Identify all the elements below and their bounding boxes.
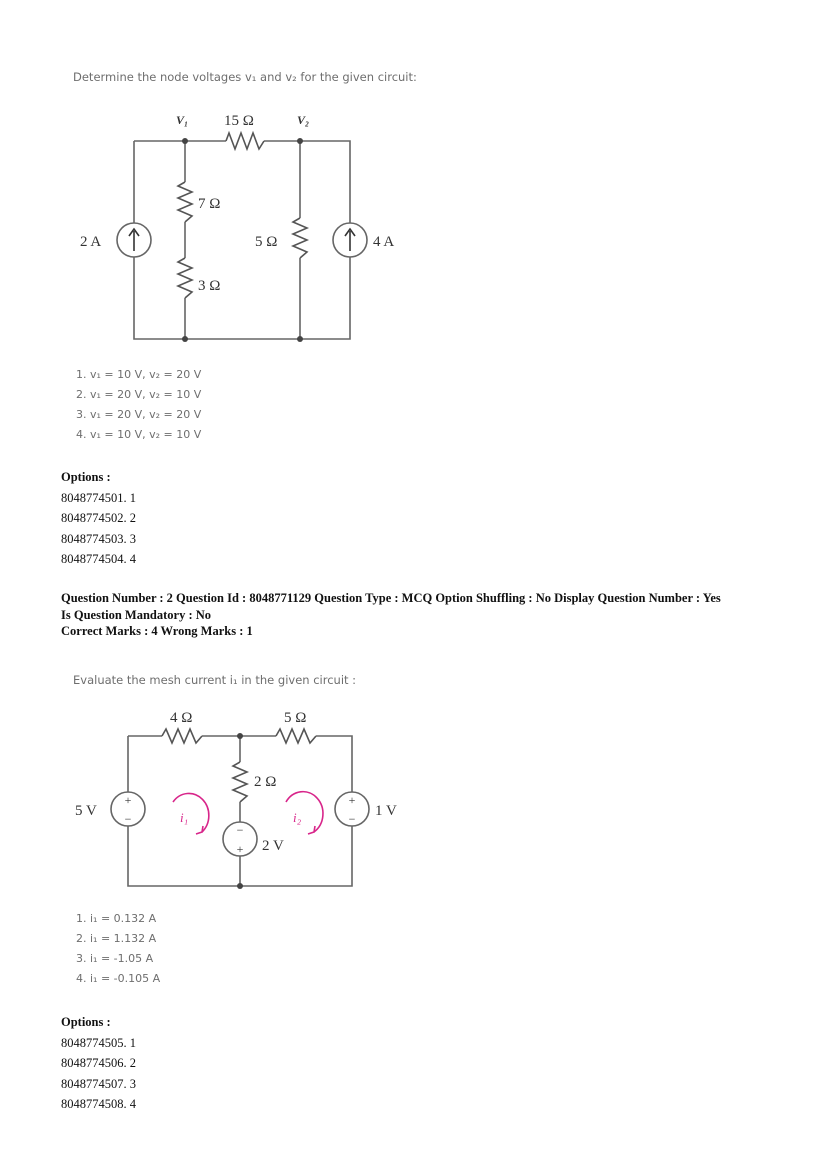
q2-meta-line: Question Number : 2 Question Id : 8048771129 Question Type : MCQ Option Shuffling : No Display Question Number : Yes bbox=[61, 591, 721, 605]
resistor-5 bbox=[276, 729, 316, 743]
plus-sign: + bbox=[348, 793, 356, 807]
label-r5: 5 Ω bbox=[255, 234, 278, 250]
mesh-arrow-2 bbox=[286, 792, 323, 832]
q2-prompt: Evaluate the mesh current i₁ in the given circuit : bbox=[73, 673, 357, 687]
label-r2: 2 Ω bbox=[254, 774, 277, 790]
node-bottom-left bbox=[182, 336, 188, 342]
option-item[interactable]: 8048774506. 2 bbox=[61, 1056, 136, 1070]
option-item[interactable]: 8048774501. 1 bbox=[61, 490, 136, 505]
q2-meta-line: Correct Marks : 4 Wrong Marks : 1 bbox=[61, 624, 253, 638]
q2-choice: 1. i₁ = 0.132 A bbox=[76, 912, 157, 925]
label-2v: 2 V bbox=[262, 838, 284, 854]
q1-choice: 3. v₁ = 20 V, v₂ = 20 V bbox=[76, 408, 202, 421]
resistor-4 bbox=[162, 729, 202, 743]
options-header: Options : bbox=[61, 470, 111, 484]
node-bottom-middle bbox=[237, 883, 243, 889]
plus-sign: + bbox=[236, 842, 244, 856]
label-1v: 1 V bbox=[375, 803, 397, 819]
label-5v: 5 V bbox=[75, 803, 97, 819]
node-v2 bbox=[297, 138, 303, 144]
q2-circuit-diagram bbox=[70, 700, 420, 900]
label-v2: V₂ bbox=[297, 113, 310, 127]
node-top-middle bbox=[237, 733, 243, 739]
q2-choices bbox=[76, 909, 160, 989]
label-r15: 15 Ω bbox=[224, 113, 254, 129]
q2-choice: 2. i₁ = 1.132 A bbox=[76, 932, 157, 945]
options-header: Options : bbox=[61, 1015, 111, 1029]
q1-circuit-diagram bbox=[70, 100, 420, 350]
label-v1: V₁ bbox=[176, 113, 189, 127]
mesh-label-i2: i₂ bbox=[293, 810, 302, 825]
q2-options bbox=[61, 1012, 136, 1115]
resistor-15 bbox=[226, 133, 264, 149]
q1-choice: 2. v₁ = 20 V, v₂ = 10 V bbox=[76, 388, 202, 401]
label-r4: 4 Ω bbox=[170, 710, 193, 726]
node-v1 bbox=[182, 138, 188, 144]
option-item[interactable]: 8048774508. 4 bbox=[61, 1097, 136, 1111]
plus-sign: + bbox=[124, 793, 132, 807]
q2-choice: 4. i₁ = -0.105 A bbox=[76, 972, 161, 985]
label-r3: 3 Ω bbox=[198, 278, 221, 294]
label-4a: 4 A bbox=[373, 234, 395, 250]
q1-choice: 1. v₁ = 10 V, v₂ = 20 V bbox=[76, 368, 202, 381]
resistor-2 bbox=[233, 762, 247, 802]
minus-sign: − bbox=[236, 823, 244, 837]
resistor-5 bbox=[293, 218, 307, 258]
label-r5: 5 Ω bbox=[284, 710, 307, 726]
resistor-3 bbox=[178, 258, 192, 298]
node-bottom-right bbox=[297, 336, 303, 342]
resistor-7 bbox=[178, 182, 192, 222]
label-2a: 2 A bbox=[80, 234, 102, 250]
q1-choices bbox=[76, 365, 201, 445]
q1-choice: 4. v₁ = 10 V, v₂ = 10 V bbox=[76, 428, 202, 441]
q2-meta bbox=[61, 590, 721, 640]
minus-sign: − bbox=[124, 812, 132, 826]
mesh-label-i1: i₁ bbox=[180, 810, 189, 825]
q1-options bbox=[61, 467, 136, 570]
q1-prompt: Determine the node voltages v₁ and v₂ for the given circuit: bbox=[73, 70, 417, 84]
wire-loop bbox=[134, 141, 350, 339]
option-item[interactable]: 8048774504. 4 bbox=[61, 552, 136, 566]
minus-sign: − bbox=[348, 812, 356, 826]
option-item[interactable]: 8048774502. 2 bbox=[61, 511, 136, 525]
q2-choice: 3. i₁ = -1.05 A bbox=[76, 952, 154, 965]
option-item[interactable]: 8048774507. 3 bbox=[61, 1076, 136, 1091]
option-item[interactable]: 8048774505. 1 bbox=[61, 1035, 136, 1050]
option-item[interactable]: 8048774503. 3 bbox=[61, 531, 136, 546]
label-r7: 7 Ω bbox=[198, 196, 221, 212]
q2-meta-line: Is Question Mandatory : No bbox=[61, 607, 212, 622]
